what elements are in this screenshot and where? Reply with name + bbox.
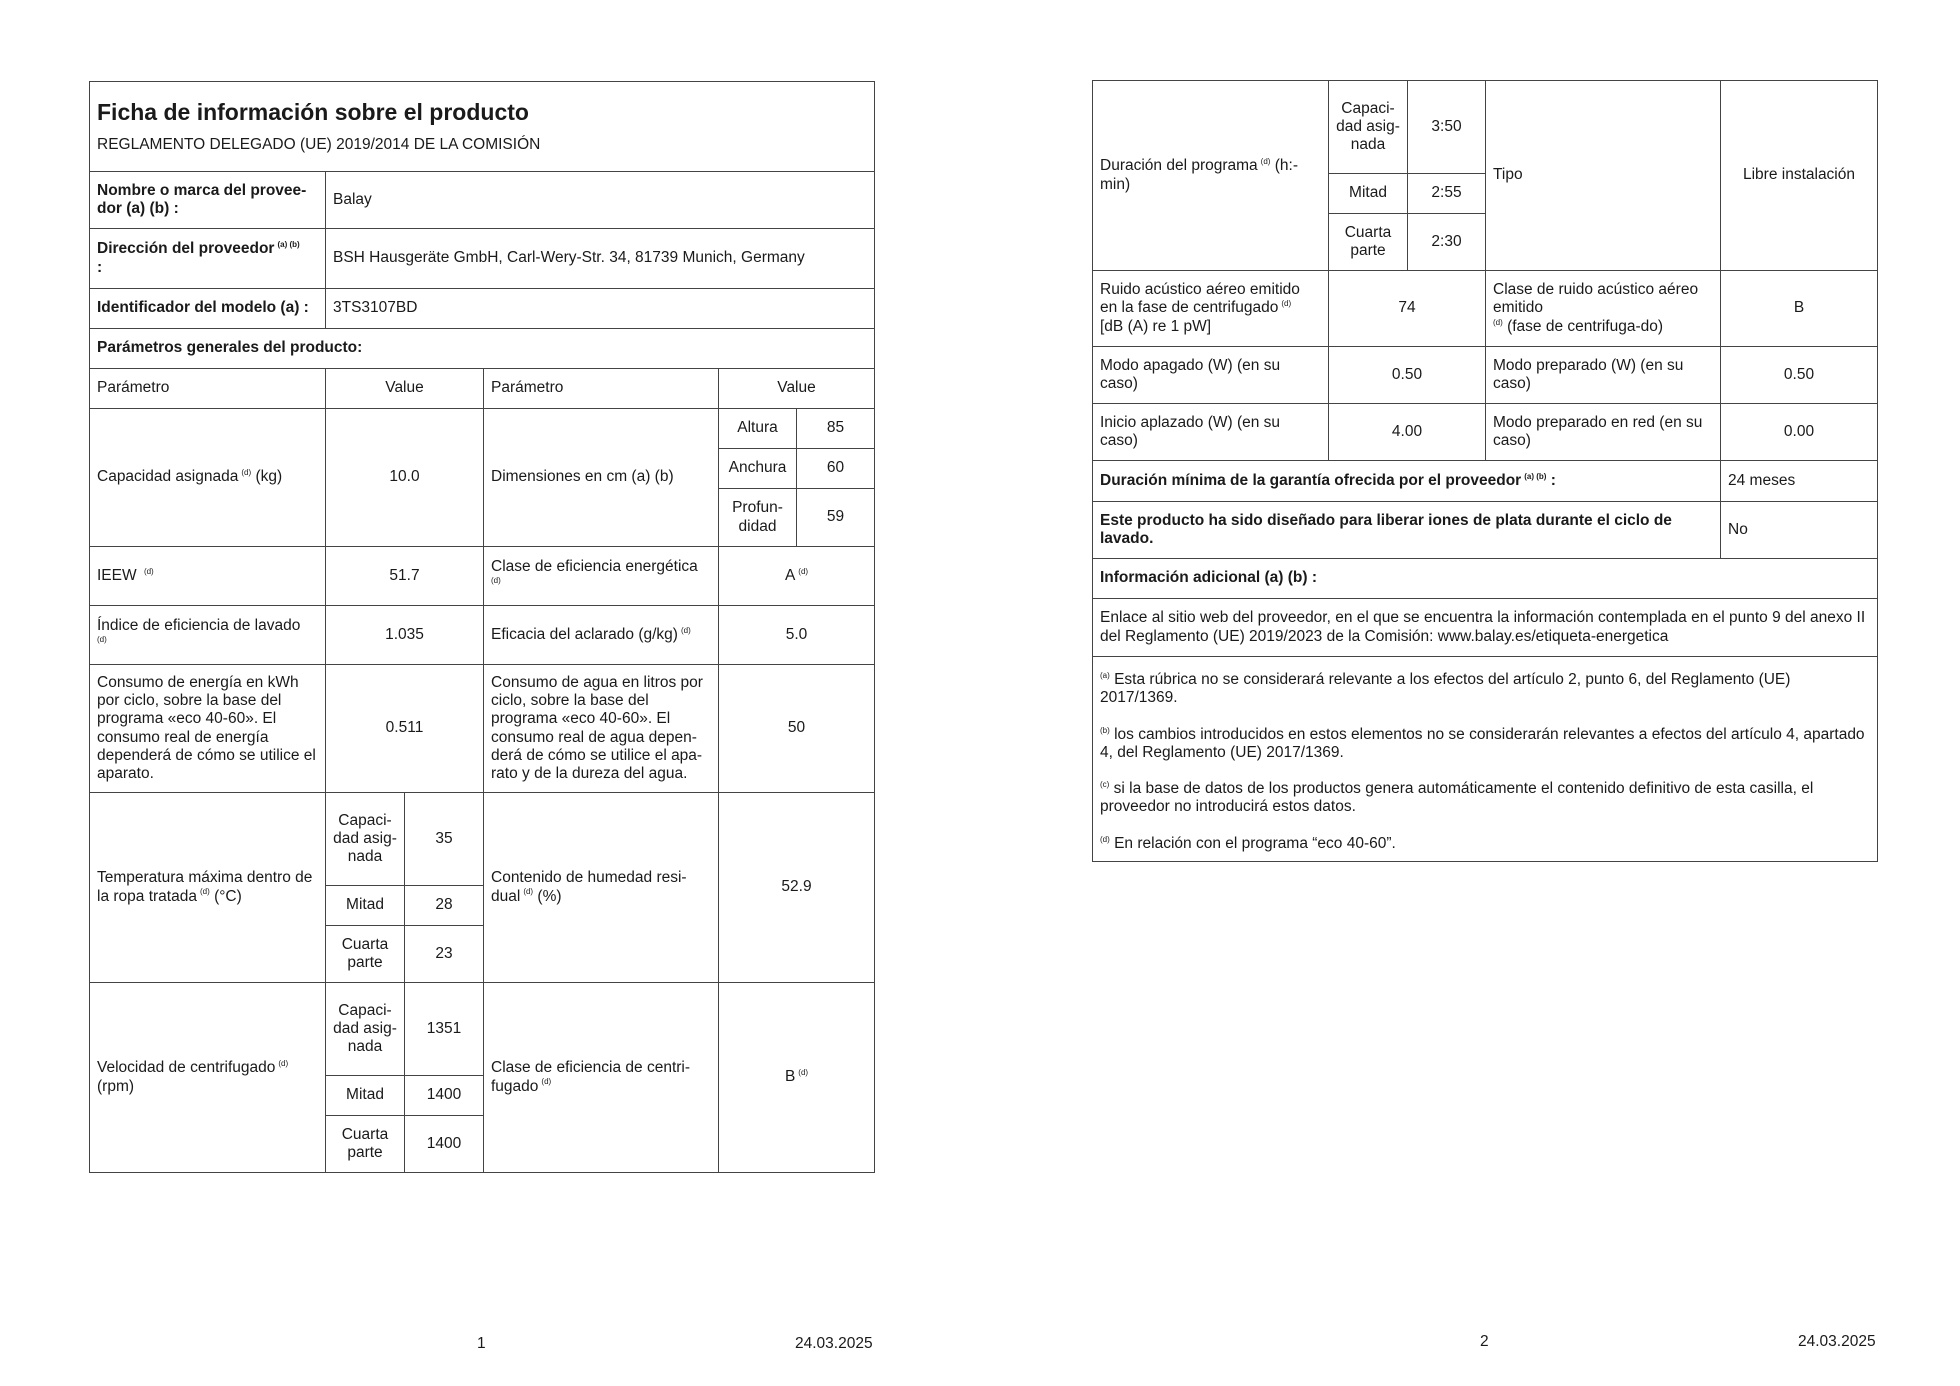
page-number: 1 [477,1335,486,1352]
footnote-mark: (d) [798,1068,809,1078]
energy-class-letter: A [784,566,796,584]
product-info-table-page2 [1092,80,1878,862]
delay-start-label: Inicio aplazado (W) (en su caso) [1093,404,1329,461]
duration-rated-value: 3:50 [1408,81,1486,174]
warranty-colon: : [1550,471,1556,489]
footnote-mark: (d) [143,566,154,576]
footnote-d-text: En relación con el programa “eco 40-60”. [1114,834,1396,852]
warranty-label [1093,461,1721,502]
spin-speed-label-text: Velocidad de centrifugado [97,1059,276,1077]
duration-unit: (h:-min) [1100,157,1299,193]
silver-ions-value: No [1721,502,1878,559]
footnote-c [1100,780,1870,817]
footnote-mark: (b) [1100,725,1110,735]
footnote-mark: (d) [1100,834,1110,844]
footnotes [1093,657,1878,862]
energy-class-label-text: Clase de eficiencia energética [491,557,698,575]
standby-value: 0.50 [1721,347,1878,404]
energy-class-value [719,547,875,606]
duration-half-value: 2:55 [1408,174,1486,214]
footnote-mark: (c) [1100,779,1110,789]
footnote-mark: (d) [199,887,210,897]
spin-half-value: 1400 [405,1076,484,1116]
ieew-value: 51.7 [326,547,484,606]
temp-quarter-label: Cuarta parte [326,926,405,983]
net-standby-label: Modo preparado en red (en su caso) [1486,404,1721,461]
spin-speed-label [90,983,326,1173]
wash-index-value: 1.035 [326,606,484,665]
footnote-b [1100,726,1870,763]
footnote-c-text: si la base de datos de los productos genera automáticamente el contenido definitivo de esta casilla, el proveedor no introducirá estos datos. [1100,780,1814,816]
col-header-value-2: Value [719,369,875,409]
duration-label-text: Duración del programa [1100,157,1258,175]
footnote-mark: (d) [1493,317,1503,327]
footnote-mark: (d) [541,1077,552,1087]
col-header-param-2: Parámetro [484,369,719,409]
temp-rated-label: Capaci-dad asig-nada [326,793,405,886]
ieew-label-text: IEEW [97,566,137,584]
footnote-mark: (d) [278,1059,289,1069]
capacity-label [90,409,326,547]
footnote-a [1100,671,1870,708]
height-label: Altura [719,409,797,449]
rinse-value: 5.0 [719,606,875,665]
col-header-param: Parámetro [90,369,326,409]
ieew-label [90,547,326,606]
model-value: 3TS3107BD [326,289,875,329]
spin-class-label [484,983,719,1173]
address-footnote-mark: (a) (b) [277,240,300,250]
spin-quarter-label: Cuarta parte [326,1116,405,1173]
depth-label: Profun-didad [719,489,797,547]
footnote-mark: (d) [1281,299,1292,309]
wash-index-label-text: Índice de eficiencia de lavado [97,616,301,634]
noise-class-label-text: Clase de ruido acústico aéreo emitido [1493,281,1699,317]
temperature-unit: (°C) [214,887,242,905]
moisture-label-text: Contenido de humedad resi-dual [491,869,687,905]
off-mode-value: 0.50 [1329,347,1486,404]
page-number-2: 2 [1480,1333,1489,1350]
noise-label [1093,271,1329,347]
supplier-label: Nombre o marca del provee-dor (a) (b) : [90,172,326,229]
header-cell [90,82,875,172]
rinse-label [484,606,719,665]
footnote-mark: (d) [491,575,501,585]
capacity-unit: (kg) [255,468,283,486]
net-standby-value: 0.00 [1721,404,1878,461]
off-mode-label: Modo apagado (W) (en su caso) [1093,347,1329,404]
dimensions-label: Dimensiones en cm (a) (b) [484,409,719,547]
moisture-unit: (%) [537,887,562,905]
temp-quarter-value: 23 [405,926,484,983]
spin-quarter-value: 1400 [405,1116,484,1173]
width-label: Anchura [719,449,797,489]
noise-label-text: Ruido acústico aéreo emitido en la fase de centrifugado [1100,281,1300,317]
water-consumption-value: 50 [719,665,875,793]
spin-speed-unit: (rpm) [97,1077,135,1095]
type-value: Libre instalación [1721,81,1878,271]
general-params-heading: Parámetros generales del producto: [90,329,875,369]
footnote-mark: (d) [798,566,809,576]
footnote-a-text: Esta rúbrica no se considerará relevante a los efectos del artículo 2, punto 6, del Reglamento (UE) 2017/1369. [1100,671,1791,707]
duration-quarter-value: 2:30 [1408,214,1486,271]
warranty-value: 24 meses [1721,461,1878,502]
spin-class-letter: B [784,1068,796,1086]
energy-consumption-label: Consumo de energía en kWh por ciclo, sobre la base del programa «eco 40-60». El consumo real de energía dependerá de cómo se utilice el aparato. [90,665,326,793]
silver-ions-label: Este producto ha sido diseñado para liberar iones de plata durante el ciclo de lavado. [1093,502,1721,559]
spin-half-label: Mitad [326,1076,405,1116]
footnote-mark: (d) [680,625,691,635]
width-value: 60 [797,449,875,489]
moisture-value: 52.9 [719,793,875,983]
temperature-label [90,793,326,983]
duration-label [1093,81,1329,271]
standby-label: Modo preparado (W) (en su caso) [1486,347,1721,404]
delay-start-value: 4.00 [1329,404,1486,461]
warranty-footnote-mark: (a) (b) [1524,471,1547,481]
regulation-text: REGLAMENTO DELEGADO (UE) 2019/2014 DE LA COMISIÓN [97,135,541,153]
capacity-label-text: Capacidad asignada [97,468,239,486]
duration-rated-label: Capaci-dad asig-nada [1329,81,1408,174]
wash-index-label [90,606,326,665]
address-label-colon: : [97,258,103,276]
product-info-table-page1 [89,81,875,1173]
rinse-label-text: Eficacia del aclarado (g/kg) [491,625,678,643]
footnote-mark: (d) [523,887,534,897]
supplier-website-text: Enlace al sitio web del proveedor, en el que se encuentra la información contemplada en el punto 9 del anexo II del Reglamento (UE) 2019/2023 de la Comisión: www.balay.es/etiqueta-energetica [1093,599,1878,657]
footnote-d [1100,835,1870,853]
noise-value: 74 [1329,271,1486,347]
energy-class-label [484,547,719,606]
depth-value: 59 [797,489,875,547]
address-value: BSH Hausgeräte GmbH, Carl-Wery-Str. 34, 81739 Munich, Germany [326,229,875,289]
address-label [90,229,326,289]
spin-rated-label: Capaci-dad asig-nada [326,983,405,1076]
temp-rated-value: 35 [405,793,484,886]
height-value: 85 [797,409,875,449]
page-date-2: 24.03.2025 [1798,1333,1876,1350]
footnote-b-text: los cambios introducidos en estos elementos no se considerarán relevantes a efectos del artículo 4, apartado 4, del Reglamento (UE) 2017/1369. [1100,725,1865,761]
col-header-value: Value [326,369,484,409]
moisture-label [484,793,719,983]
footnote-mark: (a) [1100,670,1110,680]
temp-half-label: Mitad [326,886,405,926]
spin-rated-value: 1351 [405,983,484,1076]
energy-consumption-value: 0.511 [326,665,484,793]
spin-class-label-text: Clase de eficiencia de centri-fugado [491,1059,691,1095]
duration-quarter-label: Cuarta parte [1329,214,1408,271]
noise-class-value: B [1721,271,1878,347]
water-consumption-label: Consumo de agua en litros por ciclo, sobre la base del programa «eco 40-60». El consumo real de agua depen-derá de cómo se utilice el apa-rato y de la dureza del agua. [484,665,719,793]
model-label: Identificador del modelo (a) : [90,289,326,329]
capacity-value: 10.0 [326,409,484,547]
address-label-text: Dirección del proveedor [97,240,275,258]
temp-half-value: 28 [405,886,484,926]
footnote-mark: (d) [1260,157,1271,167]
noise-unit: [dB (A) re 1 pW] [1100,317,1212,335]
type-label: Tipo [1486,81,1721,271]
page-date: 24.03.2025 [795,1335,873,1352]
supplier-value: Balay [326,172,875,229]
duration-half-label: Mitad [1329,174,1408,214]
warranty-label-text: Duración mínima de la garantía ofrecida por el proveedor [1100,471,1522,489]
additional-info-heading: Información adicional (a) (b) : [1093,559,1878,599]
temperature-label-text: Temperatura máxima dentro de la ropa tratada [97,869,313,905]
page-title: Ficha de información sobre el producto [97,98,529,125]
noise-class-label [1486,271,1721,347]
footnote-mark: (d) [97,634,107,644]
spin-class-value [719,983,875,1173]
footnote-mark: (d) [241,468,252,478]
noise-class-tail: (fase de centrifuga-do) [1507,317,1664,335]
